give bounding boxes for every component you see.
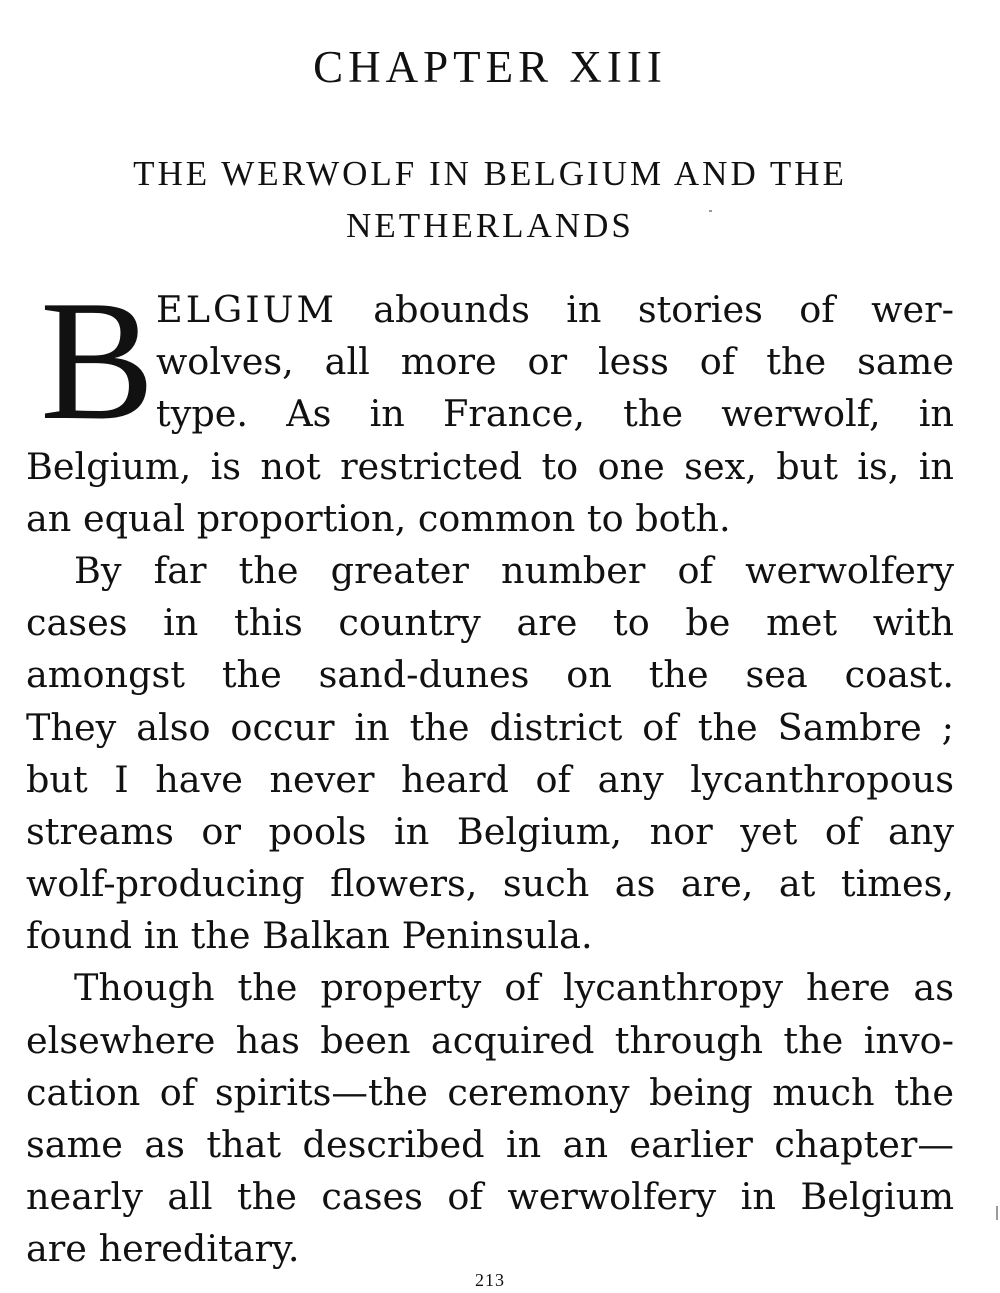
chapter-title	[26, 148, 954, 252]
scan-speck	[709, 210, 712, 212]
text-line: found in the Balkan Peninsula.	[26, 914, 593, 958]
text-line: same as that described in an earlier chapter—	[26, 1123, 954, 1166]
chapter-title-line: NETHERLANDS	[346, 206, 634, 245]
text-line: They also occur in the district of the Sambre ;	[26, 705, 954, 749]
text-line: Though the property of lycanthropy here as	[74, 966, 954, 1010]
text-line: an equal proportion, common to both.	[26, 496, 731, 540]
text-line	[26, 284, 954, 336]
body-text	[26, 266, 954, 1276]
text-line: but I have never heard of any lycanthropous	[26, 757, 954, 801]
page-number: 213	[475, 1270, 505, 1290]
text-line: wolf-producing flowers, such as are, at times,	[26, 862, 954, 906]
text-line: nearly all the cases of werwolfery in Belgium	[26, 1175, 954, 1219]
text-line: cases in this country are to be met with	[26, 601, 954, 645]
scan-speck	[996, 1206, 998, 1220]
drop-cap: B	[40, 266, 155, 456]
text-line: amongst the sand-dunes on the sea coast.	[26, 653, 954, 697]
text-line: cation of spirits—the ceremony being much the	[26, 1070, 954, 1114]
text-line: By far the greater number of werwolfery	[74, 548, 954, 592]
text-line: Belgium, is not restricted to one sex, but is, in	[26, 444, 954, 488]
text-line: streams or pools in Belgium, nor yet of any	[26, 809, 954, 853]
text-line: are hereditary.	[26, 1227, 300, 1271]
chapter-heading: CHAPTER XIII	[313, 42, 667, 92]
text-line: wolves, all more or less of the same	[156, 340, 954, 384]
chapter-title-line: THE WERWOLF IN BELGIUM AND THE	[133, 154, 847, 193]
text-line: type. As in France, the werwolf, in	[156, 392, 954, 436]
lead-capitals: ELGIUM	[156, 288, 337, 331]
text-line: elsewhere has been acquired through the invo-	[26, 1018, 954, 1062]
text-line-rest: abounds in stories of wer-	[336, 288, 954, 331]
